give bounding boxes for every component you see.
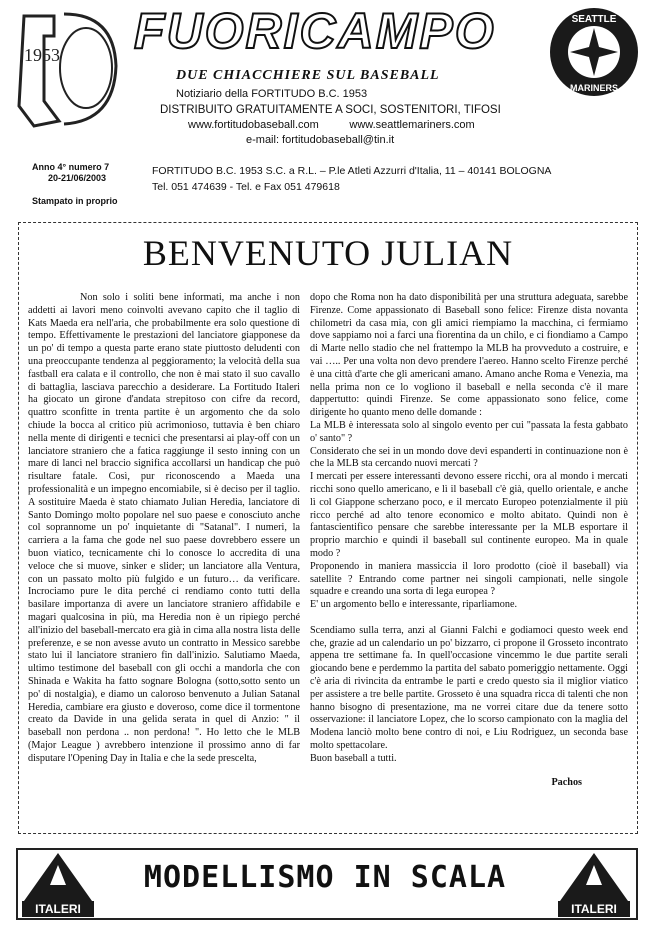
mariners-logo-bottom-text: MARINERS bbox=[569, 83, 619, 93]
phone-line: Tel. 051 474639 - Tel. e Fax 051 479618 bbox=[152, 181, 340, 193]
article-closing: Buon baseball a tutti. bbox=[310, 752, 397, 764]
italeri-logo-text: ITALERI bbox=[571, 902, 617, 916]
issue-dates: 20-21/06/2003 bbox=[48, 173, 107, 183]
article-question: Considerato che sei in un mondo dove devi espanderti in continuazione non è che la MLB sta cercando nuovi mercati ? bbox=[310, 445, 628, 470]
italeri-logo-right bbox=[558, 851, 630, 917]
email-line: e-mail: fortitudobaseball@tin.it bbox=[246, 134, 395, 146]
article-signature: Pachos bbox=[551, 777, 582, 789]
masthead-title: FUORICAMPO bbox=[134, 3, 496, 59]
printed-note: Stampato in proprio bbox=[32, 196, 118, 206]
logo-year: 1953 bbox=[24, 45, 60, 65]
article-paragraph: dopo che Roma non ha dato disponibilità per una struttura adeguata, sarebbe Firenze. Come appassionato di Baseball sono felice: Firenze dista novanta chilometri da casa mia, con gli amici riempiamo la macchina, ci fermiamo dove sappiamo noi a farci una fiorentina da un chilo, e ci fiondiamo a Campo di Marte nello stadio che nel frattempo la MLB ha provveduto a costruire, e vai ….. Per una volta non devo prendere l'aereo. Hanno scelto Firenze perché è una città d'arte che gli americani amano. Amano anche Roma e Venezia, ma nella prima non ce lo vogliono il baseball e nella seconda c'è il mare dappertutto: quindi Firenze. Se come appassionato sono felice, come dirigente ho quanto meno delle domande : bbox=[310, 292, 628, 419]
article-question: E' un argomento bello e interessante, riparliamone. bbox=[310, 599, 518, 611]
article-paragraph: Scendiamo sulla terra, anzi al Gianni Falchi e godiamoci questo week end che, grazie ad un calendario un po' bizzarro, ci propone il Grosseto incontrato appena tre settimane fa. In quell'occasione vincemmo le due partite serali giocando bene e perdemmo la partita del sabato pomeriggio nettamente. Oggi c'è aria di rivincita da entrambe le parti e credo questo sia il miglior viatico per assistere a tre belle partite. Grosseto è una squadra ricca di talenti che non hanno bisogno di presentazione, ma ne vorrei citare due da tenere sotto osservazione: il lanciatore Lopez, che lo scorso campionato con la maglia del Modena lanciò molto bene contro di noi, e Liu Rodriguez, un seconda base molto spettacolare. bbox=[310, 624, 628, 751]
article-column-left bbox=[28, 292, 300, 765]
mariners-logo-top-text: SEATTLE bbox=[571, 14, 617, 25]
fortitudo-logo bbox=[4, 6, 124, 131]
notiziario-line: Notiziario della FORTITUDO B.C. 1953 bbox=[176, 88, 368, 100]
italeri-logo-text: ITALERI bbox=[35, 902, 81, 916]
article-headline: BENVENUTO JULIAN bbox=[142, 233, 514, 273]
issue-number: Anno 4° numero 7 bbox=[32, 162, 110, 172]
websites-line: www.fortitudobaseball.com www.seattlemariners.com bbox=[188, 119, 475, 131]
mariners-logo bbox=[548, 6, 640, 98]
address-line: FORTITUDO B.C. 1953 S.C. a R.L. – P.le Atleti Azzurri d'Italia, 11 – 40141 BOLOGNA bbox=[152, 165, 552, 177]
article-paragraph: Non solo i soliti bene informati, ma anche i non addetti ai lavori meno coinvolti avevano capito che il taglio di Kats Maeda era nell'aria, che probabilmente era solo questione di tempo. Effettivamente le prestazioni del lanciatore giapponese da un po' di tempo a questa parte erano state piuttosto deludenti con una preoccupante tendenza al peggioramento; la velocità della sua fastball era calata e il controllo, che non è mai stato il suo cavallo di battaglia, lasciava parecchio a desiderare. La Fortitudo Italeri ha giocato un girone d'andata strepitoso con cifre da record, quattro sconfitte in trenta partite è un argomento che da solo chiude la bocca al critico più acrimonioso, tuttavia è ben chiaro nella mente di dirigenti e tecnici che presentarsi ai play-off con un lanciatore straniero che a fatica raggiunge il sesto inning con un mare di lanci nel braccio significa accollarsi un handicap che può risultare fatale. Così, pur riconoscendo a Maeda una professionalità e un impegno encomiabile, si è deciso per il taglio. A sostituire Maeda è stato chiamato Julian Heredia, lanciatore di Santo Domingo molto popolare nel suo paese e conosciuto anche col soprannome un po' inquietante di "Satanal". I numeri, la carriera a la fama che gode nel suo paese dovrebbero essere un buon viatico, tecnicamente chi lo conosce lo accredita di una veloce che si muove, sinker e slider; un lanciatore alla Ventura, con un passato molto più fulgido e un futuro… da verificare. Incrociamo pure le dita perché ci rendiamo conto tutti della basilare importanza di avere un lanciatore straniero affidabile e magari qualcosina in più, ma Heredia non è un ripiego perché all'inizio del baseball-mercato era già in cima alla nostra lista delle preferenze, e se non avesse avuto un contratto in Messico sarebbe stato lui il lanciatore straniero fin dall'inizio. Salutiamo Maeda, ultimo testimone del baseball con gli occhi a mandorla che con Shinada e Wakita ha fatto sognare Bologna (sotto,sotto sento un po' di nostalgia), e diamo un caloroso benvenuto a Julian Satanal Heredia, cambiare era giusto e doveroso, come dice il tormentone creato da Davide in una gelida serata in quel di Anzio: " il baseball non perdona .. non perdona! ". Ho letto che le MLB (Major League ) avrebbero intenzione il prossimo anno di far disputare l'Opening Day in Italia e che la sede prescelta, bbox=[28, 292, 300, 764]
masthead-subtitle: DUE CHIACCHIERE SUL BASEBALL bbox=[176, 68, 440, 83]
distribution-line: DISTRIBUITO GRATUITAMENTE A SOCI, SOSTENITORI, TIFOSI bbox=[160, 104, 501, 116]
ad-text: MODELLISMO IN SCALA bbox=[143, 860, 507, 895]
article-question: I mercati per essere interessanti devono essere ricchi, ora al mondo i mercati ricchi sono quello americano, e lì il baseball c'è già, quello orientale, e anche lì col Giappone scherzano poco, e il mercato Europeo potenzialmente il più ricco perché ad alto tenore economico e molto abitato. Quindi non è fantascientifico pensare che sarebbe interessante per la MLB esportare il proprio marchio e quindi il baseball sul continente europeo. Ma in quale modo ? bbox=[310, 471, 628, 559]
article-question: La MLB è interessata solo al singolo evento per cui "passata la festa gabbato o' santo" ? bbox=[310, 419, 628, 444]
article-column-right bbox=[310, 292, 628, 790]
article-question: Proponendo in maniera massiccia il loro prodotto (cioè il baseball) via satellite ? Entrando come partner nei singoli campionati, nelle singole squadre e creando una sorta di lega europea ? bbox=[310, 560, 628, 598]
italeri-logo-left bbox=[22, 851, 94, 917]
